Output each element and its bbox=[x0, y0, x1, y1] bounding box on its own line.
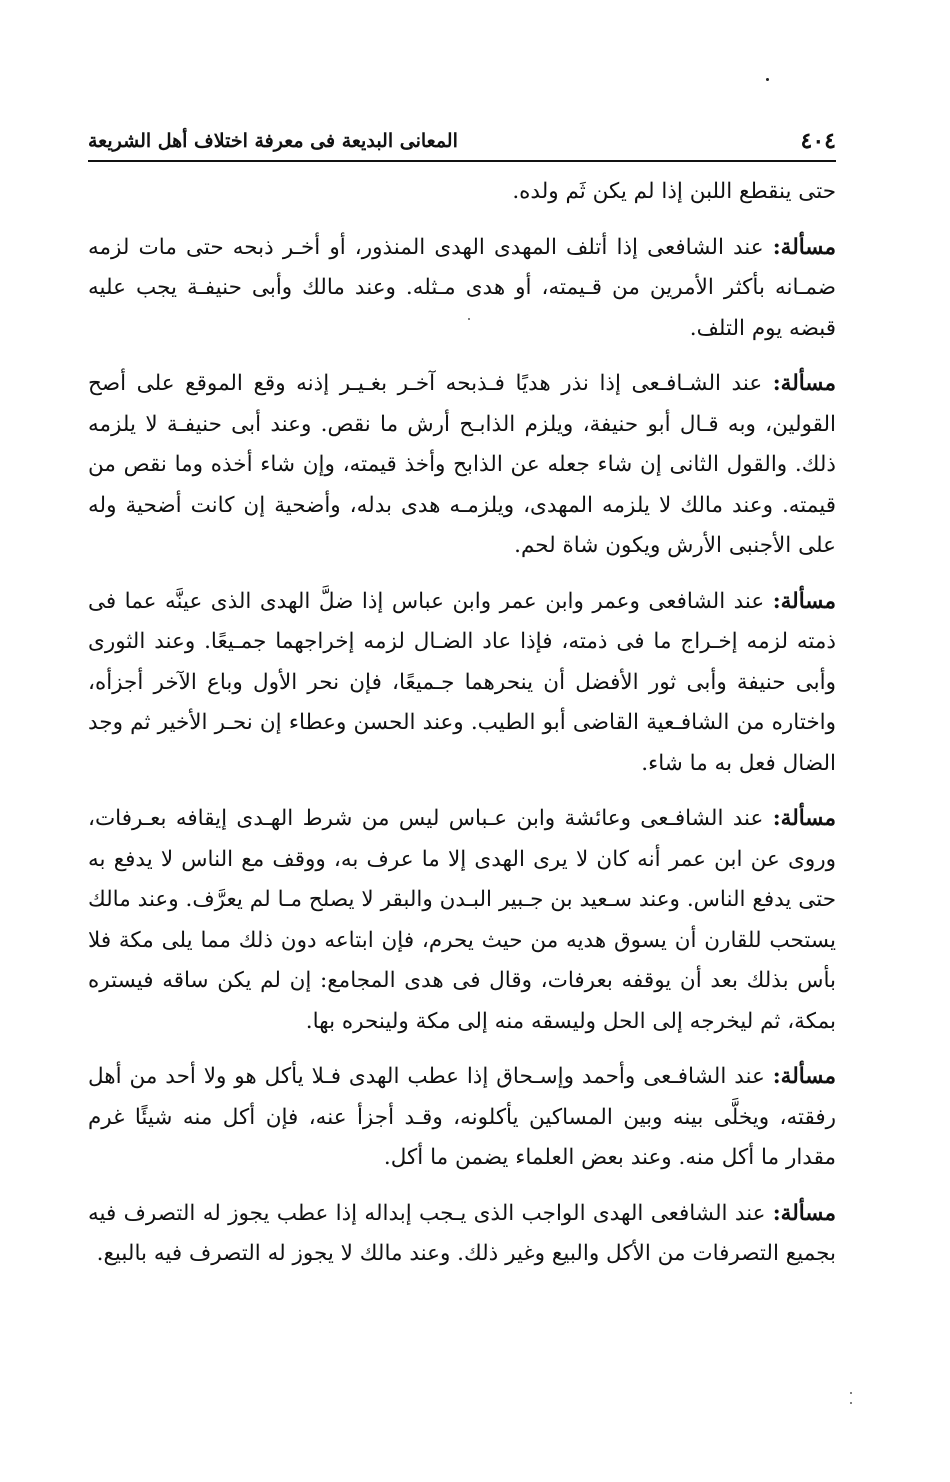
running-title: المعانى البديعة فى معرفة اختلاف أهل الشريعة bbox=[88, 130, 458, 152]
issue-paragraph bbox=[88, 228, 836, 350]
scan-speck bbox=[850, 1392, 852, 1394]
issue-label: مسألة: bbox=[772, 234, 836, 260]
scan-speck bbox=[850, 1402, 852, 1404]
issue-label: مسألة: bbox=[772, 588, 836, 614]
book-page bbox=[88, 0, 836, 1482]
issue-label: مسألة: bbox=[772, 1200, 836, 1226]
issue-text: عند الشافـعى وعائشة وابن عـباس ليس من شرط الهـدى إيقافه بعـرفات، وروى عن ابن عمر أنه كان لا يرى الهدى إلا ما عرف به، ووقف مع الناس لا يدفع به حتى يدفع الناس. وعند سـعيد بن جـبير البـدن والبقر لا يصلح مـا لم يعرَّف. وعند مالك يستحب للقارن أن يسوق هديه من حيث يحرم، فإن ابتاعه دون ذلك مما يلى مكة فلا بأس بذلك بعد أن يوقفه بعرفات، وقال فى هدى المجامع: إن لم يكن ساقه فيستره بمكة، ثم ليخرجه إلى الحل وليسقه منه إلى مكة ولينحره بها. bbox=[88, 806, 836, 1034]
issue-paragraph bbox=[88, 799, 836, 1042]
page-body bbox=[88, 172, 836, 1290]
scan-mark bbox=[766, 78, 769, 81]
issue-text: عند الشافعى الهدى الواجب الذى يـجب إبداله إذا عطب يجوز له التصرف فيه بجميع التصرفات من الأكل والبيع وغير ذلك. وعند مالك لا يجوز له التصرف فيه بالبيع. bbox=[88, 1200, 836, 1266]
issue-text: عند الشـافـعى إذا نذر هديًا فـذبحه آخـر بغـيـر إذنه وقع الموقع على أصح القولين، وبه قـال أبو حنيفة، ويلزم الذابـح أرش ما نقص. وعند أبى حنيفـة لا يلزمه ذلك. والقول الثانى إن شاء جعله عن الذابح وأخذ قيمته، وإن شاء أخذه وما نقص من قيمته. وعند مالك لا يلزمه المهدى، ويلزمـه هدى بدله، وأضحية إن كانت أضحية وله على الأجنبى الأرش ويكون شاة لحم. bbox=[88, 371, 836, 558]
issue-text: عند الشافعى وعمر وابن عمر وابن عباس إذا ضلَّ الهدى الذى عينَّه عما فى ذمته لزمه إخـراج ما فى ذمته، فإذا عاد الضـال لزمه إخراجهما جمـيعًا. وعند الثورى وأبى حنيفة وأبى ثور الأفضل أن ينحرهما جـميعًا، فإن نحر الأول وباع الآخر أجزأه، واختاره من الشافـعية القاضى أبو الطيب. وعند الحسن وعطاء إن نحـر الأخير ثم وجد الضال فعل به ما شاء. bbox=[88, 588, 836, 776]
page-number: ٤٠٤ bbox=[800, 128, 836, 154]
issue-paragraph bbox=[88, 1194, 836, 1275]
issue-paragraph bbox=[88, 1057, 836, 1179]
header-rule bbox=[88, 160, 836, 162]
scan-speck bbox=[468, 318, 470, 320]
opening-line: حتى ينقطع اللبن إذا لم يكن ثَم ولده. bbox=[512, 179, 836, 204]
issue-label: مسألة: bbox=[772, 371, 836, 396]
page-header bbox=[88, 120, 836, 156]
issue-paragraph bbox=[88, 582, 836, 785]
issue-paragraph bbox=[88, 364, 836, 567]
issue-text: عند الشافعى إذا أتلف المهدى الهدى المنذور، أو أخـر ذبحه حتى مات لزمه ضمـانه بأكثر الأمرين من قـيمته، أو هدى مـثله. وعند مالك وأبى حنيفـة يجب عليه قبضه يوم التلف. bbox=[88, 234, 836, 341]
issue-label: مسألة: bbox=[772, 1064, 836, 1089]
issue-text: عند الشافـعى وأحمد وإسـحاق إذا عطب الهدى فـلا يأكل هو ولا أحد من أهل رفقته، ويخلَّى بينه وبين المساكين يأكلونه، وقـد أجزأ عنه، فإن أكل منه شيئًا غرم مقدار ما أكل منه. وعند بعض العلماء يضمن ما أكل. bbox=[88, 1064, 836, 1170]
issue-label: مسألة: bbox=[772, 806, 836, 831]
